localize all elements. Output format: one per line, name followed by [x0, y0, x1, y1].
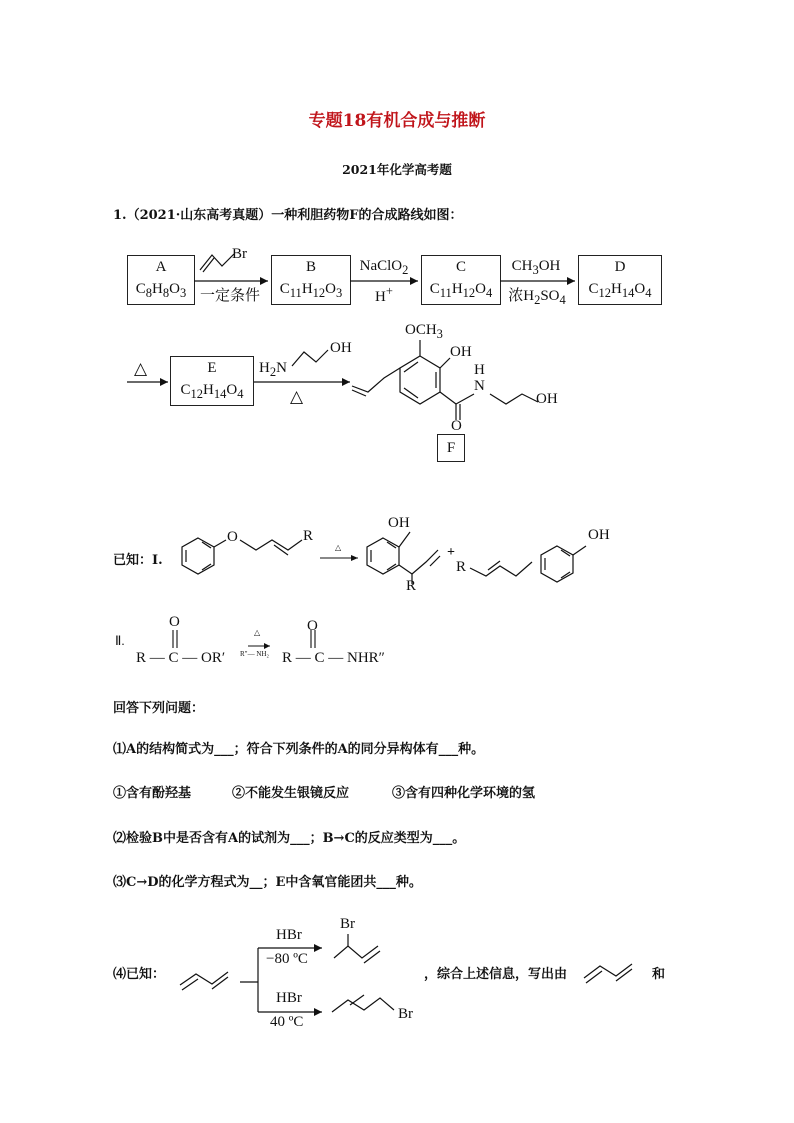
- condition-3: ③含有四种化学环境的氢: [392, 786, 536, 801]
- cond-ef-bottom: △: [290, 387, 304, 406]
- condition-2: ②不能发生银镜反应: [232, 786, 350, 801]
- known1-plus: +: [447, 545, 455, 560]
- cond-de-top: △: [134, 359, 148, 378]
- cond-cd-top: $CH_3OH$: [511, 258, 561, 277]
- q4-tail: ，综合上述信息，写出由: [424, 967, 568, 982]
- cond-ab-br: Br: [232, 246, 247, 262]
- known1-o: O: [227, 529, 238, 545]
- compound-d-name: D: [614, 259, 626, 275]
- cond-ef-h2n: $H_2N$: [259, 360, 287, 379]
- cond-ef-oh: OH: [330, 340, 352, 356]
- q4-upper-reagent: HBr: [276, 927, 302, 943]
- known2-under: R″— NH₂: [240, 650, 269, 658]
- page-title: 专题18有机合成与推断: [308, 111, 486, 131]
- q1-text: ⑴A的结构简式为___；符合下列条件的A的同分异构体有___种。: [113, 742, 485, 757]
- compound-e-box: [170, 356, 254, 406]
- cond-cd-bottom: 浓$H_2SO_4$: [508, 288, 566, 307]
- compound-e-formula: $C_{12}H_{14}O_4$: [180, 382, 244, 401]
- compound-a-name: A: [155, 259, 167, 275]
- compound-d-formula: $C_{12}H_{14}O_4$: [588, 281, 652, 300]
- q4-lower-br: Br: [398, 1006, 413, 1022]
- f-och3-label: $OCH_3$: [405, 322, 443, 341]
- answer-prompt: 回答下列问题：: [113, 701, 205, 716]
- compound-b-name: B: [305, 259, 316, 275]
- known1-oh: OH: [388, 515, 410, 531]
- known2-over: △: [254, 628, 261, 637]
- q4-label: ⑷已知：: [113, 967, 166, 982]
- known2-label: Ⅱ.: [115, 633, 125, 648]
- known1-r3: R: [456, 559, 467, 575]
- known2-right: R — C — NHR″: [282, 650, 385, 666]
- known1-oh2: OH: [588, 527, 610, 543]
- q4-upper-br: Br: [340, 916, 355, 932]
- compound-a-formula: $C_8H_8O_3$: [135, 281, 187, 300]
- known2-o1: O: [169, 614, 180, 630]
- compound-e-name: E: [207, 360, 217, 376]
- known-label: 已知：Ⅰ.: [113, 553, 163, 568]
- f-h-label: H: [474, 362, 485, 378]
- known1-r2: R: [406, 578, 417, 594]
- compound-c-name: C: [455, 259, 466, 275]
- q2-text: ⑵检验B中是否含有A的试剂为___；B→C的反应类型为___。: [113, 831, 466, 846]
- condition-1: ①含有酚羟基: [113, 786, 192, 801]
- f-oh-label: OH: [450, 344, 472, 360]
- compound-c-formula: $C_{11}H_{12}O_4$: [429, 281, 493, 300]
- q3-text: ⑶C→D的化学方程式为__；E中含氧官能团共___种。: [113, 875, 422, 890]
- q4-lower-reagent: HBr: [276, 990, 302, 1006]
- known1-r: R: [303, 528, 314, 544]
- cond-bc-bottom: H+: [375, 284, 393, 305]
- f-oh2-label: OH: [536, 391, 558, 407]
- q4-and: 和: [652, 967, 666, 982]
- question-stem: 1.（2021·山东高考真题）一种利胆药物F的合成路线如图：: [113, 208, 463, 223]
- cond-bc-top: NaClO$_2$: [359, 258, 409, 277]
- compound-f-box: [437, 434, 465, 462]
- q4-lower-temp: 40 ºC: [270, 1014, 304, 1030]
- f-n-label: N: [474, 378, 485, 394]
- known1-delta: △: [335, 543, 342, 552]
- known2-o2: O: [307, 618, 318, 634]
- page-subtitle: 2021年化学高考题: [342, 162, 452, 177]
- f-o-label: O: [451, 418, 462, 434]
- q4-upper-temp: −80 ºC: [266, 951, 308, 967]
- known2-left: R — C — OR′: [136, 650, 226, 666]
- cond-ab-bottom: 一定条件: [199, 288, 260, 304]
- compound-f-name: F: [446, 440, 456, 456]
- compound-b-formula: $C_{11}H_{12}O_3$: [279, 281, 343, 300]
